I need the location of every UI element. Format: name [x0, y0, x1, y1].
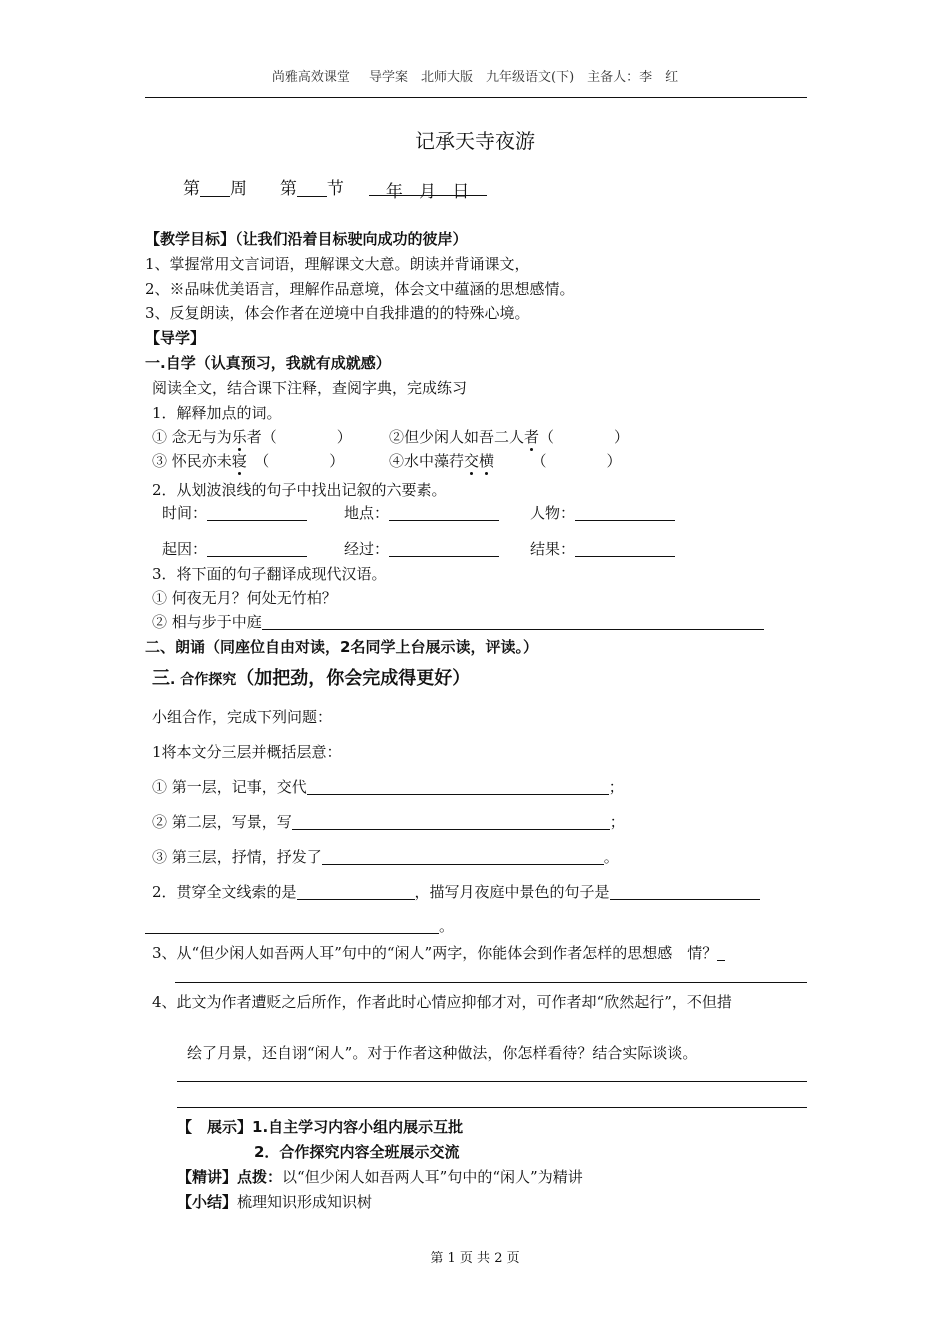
answer-line[interactable]: [177, 1081, 807, 1082]
element-cause: 起因：: [162, 538, 307, 559]
answer-line[interactable]: [175, 982, 807, 983]
week-label-a: 第: [183, 179, 200, 199]
element-person: 人物：: [530, 502, 675, 523]
date-field[interactable]: [369, 177, 487, 202]
goals-heading: 【教学目标】（让我们沿着目标驶向成功的彼岸）: [145, 230, 468, 248]
answer-blank[interactable]: [207, 541, 307, 557]
show-line-1: 【 展示】1.自主学习内容小组内展示互批: [177, 1118, 464, 1136]
header-rule: [145, 97, 807, 98]
coop-heading: 三. 合作探究（加把劲，你会完成得更好）: [152, 668, 471, 689]
element-place: 地点：: [344, 502, 499, 523]
show-line-2: 2．合作探究内容全班展示交流: [254, 1143, 460, 1161]
layer-3: ③ 第三层，抒情，抒发了 。: [152, 848, 619, 866]
class-blank[interactable]: [297, 178, 327, 197]
recite-heading: 二、朗诵（同座位自由对读，2名同学上台展示读，评读。）: [145, 638, 538, 656]
vocab-item-b: ②但少闲人如吾二人者（ ）: [389, 428, 630, 446]
conclusion-line: 【小结】梳理知识形成知识树: [177, 1193, 373, 1211]
self-study-intro: 阅读全文，结合课下注释，查阅字典，完成练习: [152, 379, 468, 397]
coop-intro: 小组合作，完成下列问题：: [152, 708, 333, 726]
answer-blank[interactable]: [717, 945, 725, 961]
answer-blank[interactable]: [389, 541, 499, 557]
dotted-char: 乐: [231, 428, 247, 446]
guide-heading: 【导学】: [145, 329, 206, 347]
q2-label: 2．从划波浪线的句子中找出记叙的六要素。: [152, 481, 447, 499]
answer-blank[interactable]: [389, 505, 499, 521]
dotted-char: 者: [524, 428, 540, 446]
layer-2: ② 第二层，写景，写 ；: [152, 813, 625, 831]
week-label-b: 周: [230, 179, 247, 199]
dateline: [183, 174, 487, 202]
week-blank[interactable]: [200, 178, 230, 197]
answer-blank[interactable]: [575, 505, 675, 521]
vocab-item-c: ③ 怀民亦未寝 （ ）: [152, 452, 345, 470]
dotted-char: 横: [479, 452, 495, 470]
coop-q1: 1将本文分三层并概括层意：: [152, 743, 342, 761]
element-time: 时间：: [162, 502, 307, 523]
answer-blank[interactable]: [610, 884, 760, 900]
translate-item: ① 何夜无月？何处无竹柏？: [152, 589, 337, 607]
element-process: 经过：: [344, 538, 499, 559]
answer-line[interactable]: [177, 1107, 807, 1108]
month-label: 月: [419, 182, 437, 202]
self-study-heading: 一.自学（认真预习，我就有成就感）: [145, 354, 391, 372]
goal-item: 1、掌握常用文言词语，理解课文大意。朗读并背诵课文，: [145, 255, 530, 273]
year-label: 年: [385, 182, 403, 202]
answer-blank[interactable]: [145, 918, 439, 934]
layer-1: ① 第一层，记事，交代 ；: [152, 778, 624, 796]
page-footer: 第 1 页 共 2 页: [430, 1251, 520, 1266]
answer-blank[interactable]: [292, 814, 610, 830]
vocab-item-a: ① 念无与为乐者（ ）: [152, 428, 352, 446]
dotted-char: 交: [464, 452, 480, 470]
answer-blank[interactable]: [307, 779, 609, 795]
coop-q2: 2．贯穿全文线索的是 ，描写月夜庭中景色的句子是: [152, 881, 760, 902]
coop-q4: 4、此文为作者遭贬之后所作，作者此时心情应抑郁才对，可作者却“欣然起行”，不但措: [152, 993, 732, 1011]
class-label-a: 第: [279, 179, 297, 199]
translate-item: ② 相与步于中庭: [152, 611, 764, 632]
goal-item: 3、反复朗读，体会作者在逆境中自我排遣的的特殊心境。: [145, 304, 530, 322]
lecture-line: 【精讲】点拨：以“但少闲人如吾两人耳”句中的“闲人”为精讲: [177, 1168, 583, 1186]
q1-label: 1．解释加点的词。: [152, 404, 282, 422]
day-label: 日: [452, 182, 470, 202]
answer-blank[interactable]: [207, 505, 307, 521]
answer-blank[interactable]: [575, 541, 675, 557]
dotted-char: 寝: [231, 452, 247, 470]
page-title: 记承天寺夜游: [415, 129, 535, 153]
goal-item: 2、※品味优美语言，理解作品意境，体会文中蕴涵的思想感情。: [145, 280, 575, 298]
q3-label: 3．将下面的句子翻译成现代汉语。: [152, 565, 387, 583]
page-header: 尚雅高效课堂 导学案 北师大版 九年级语文(下) 主备人：李 红: [271, 70, 679, 85]
vocab-item-d: ④水中藻荇交横 （ ）: [389, 452, 622, 470]
coop-q3: 3、从“但少闲人如吾两人耳”句中的“闲人”两字，你能体会到作者怎样的思想感 情？: [152, 942, 725, 963]
coop-q2-cont: 。: [145, 915, 454, 936]
class-label-b: 节: [326, 179, 344, 199]
coop-q4-cont: 绘了月景，还自诩“闲人”。对于作者这种做法，你怎样看待？结合实际谈谈。: [187, 1044, 698, 1062]
element-result: 结果：: [530, 538, 675, 559]
answer-blank[interactable]: [262, 614, 764, 630]
answer-blank[interactable]: [297, 884, 415, 900]
answer-blank[interactable]: [322, 849, 604, 865]
